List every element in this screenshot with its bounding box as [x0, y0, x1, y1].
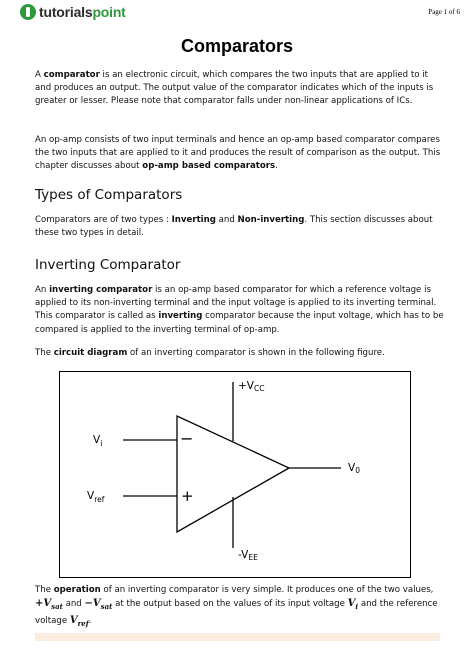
page-number: Page 1 of 6 — [428, 8, 460, 16]
term-non-inverting: Non-inverting — [237, 215, 305, 225]
footer-banner — [35, 633, 440, 641]
math-vi: $V_i$ — [347, 598, 359, 611]
vo-label: V0 — [348, 462, 360, 475]
inverting-paragraph-2: The circuit diagram of an inverting comparator is shown in the following figure. — [35, 348, 385, 358]
term-comparator: comparator — [43, 70, 100, 80]
math-vref: $V_{ref}$ — [69, 615, 89, 628]
logo-suffix: point — [92, 4, 126, 20]
inverting-input-sign: − — [180, 429, 194, 448]
types-paragraph: Comparators are of two types : Inverting and Non-inverting. This section discusses about these two types in detail. — [35, 215, 433, 239]
term-operation: operation — [53, 585, 101, 595]
circuit-diagram-svg — [60, 372, 412, 579]
inverting-comparator-circuit-diagram — [59, 371, 411, 578]
term-inverting-2: inverting — [158, 311, 203, 322]
site-logo-text[interactable] — [39, 4, 126, 20]
term-inverting-comparator: inverting comparator — [49, 285, 153, 295]
page-title: Comparators — [180, 36, 294, 56]
math-minus-vsat: $-V_{sat}$ — [84, 598, 113, 611]
intro-paragraph-1: A comparator is an electronic circuit, which compares the two inputs that are applied to it and produces an output. The output value of the comparator indicates which of the inputs is greater or lesser. Please note that comparator falls under non-linear applications of ICs. — [35, 70, 434, 107]
math-plus-vsat: $+V_{sat}$ — [35, 598, 63, 611]
term-op-amp-comparators: op-amp based comparators — [142, 161, 276, 172]
vee-label: -VEE — [238, 549, 258, 562]
term-circuit-diagram: circuit diagram — [53, 348, 128, 358]
vref-label: $V_{ref}$ — [87, 490, 105, 504]
inverting-paragraph-3: The operation of an inverting comparator is very simple. It produces one of the two values, $+V_{sat}$ and $-V_{sat}$ at the output based on the values of its input voltage $V_i$ and the reference voltage $V_{ref}$. — [35, 585, 438, 628]
tutorialspoint-logo-icon — [20, 4, 36, 20]
term-inverting: Inverting — [171, 215, 216, 225]
intro-paragraph-2: An op-amp consists of two input terminals and hence an op-amp based comparator compares the two inputs that are applied to it and produces the result of comparison as the output. This chapter discusses about op-amp based comparators. — [35, 135, 441, 172]
page-header — [18, 2, 458, 22]
logo-prefix: tutorials — [39, 4, 93, 20]
inverting-paragraph-1: An inverting comparator is an op-amp based comparator for which a reference voltage is applied to its non-inverting terminal and the input voltage is applied to its inverting terminal. This comparator is called as inverting comparator because the input voltage, which has to be compared is applied to the inverting terminal of op-amp. — [35, 285, 444, 335]
section-heading-types: Types of Comparators — [35, 187, 183, 203]
section-heading-inverting: Inverting Comparator — [35, 257, 181, 273]
vcc-label: +VCC — [238, 380, 265, 393]
vi-label: $V_i$ — [93, 434, 103, 448]
noninverting-input-sign: + — [181, 487, 194, 505]
